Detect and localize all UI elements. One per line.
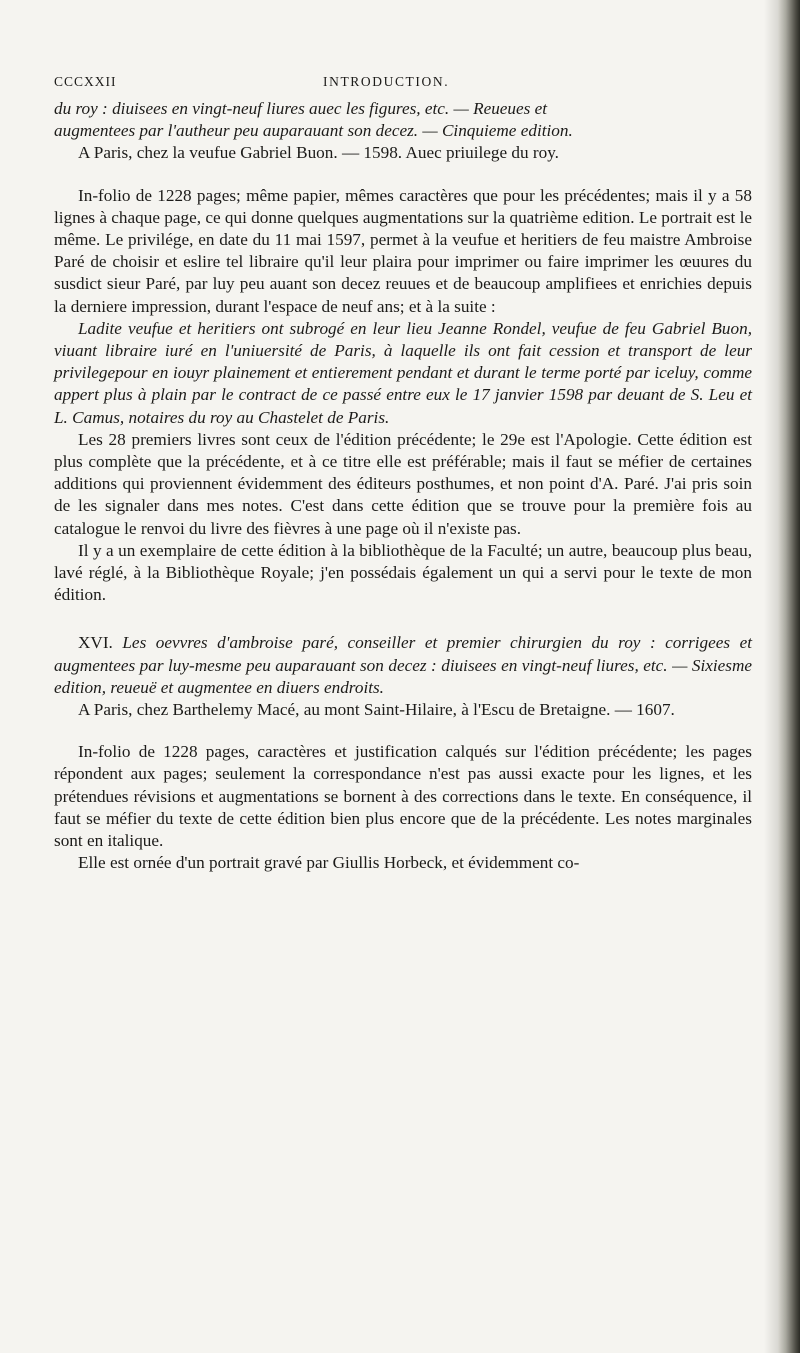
description-paragraph: In-folio de 1228 pages; même papier, mêmes caractères que pour les précédentes; mais il y a 58 lignes à chaque page, ce qui donne quelques augmentations sur la quatrième edition. Le portrait est le même. Le privilége, en date du 11 mai 1597, permet à la veufue et heritiers de feu maistre Ambroise Paré de choisir et eslire tel libraire qu'il leur plaira pour imprimer ou faire imprimer les œuures du susdict sieur Paré, par luy peu auant son decez reuues et de beaucoup amplifiees et enrichies depuis la derniere impression, durant l'espace de neuf ans; et à la suite : bbox=[54, 185, 752, 316]
page-gutter-shadow bbox=[764, 0, 778, 1353]
entry-heading bbox=[54, 632, 752, 699]
page-header bbox=[54, 74, 754, 94]
entry-title-line-1: du roy : diuisees en vingt-neuf liures auec les figures, etc. — Reueues et bbox=[54, 99, 548, 118]
description-paragraph: Les 28 premiers livres sont ceux de l'édition précédente; le 29e est l'Apologie. Cette édition est plus complète que la précédente, et à ce titre elle est préférable; mais il faut se méfier de certaines additions qui proviennent évidemment des éditeurs posthumes, et non point d'A. Paré. J'ai pris soin de les signaler dans mes notes. C'est dans cette édition que se trouve pour la première fois au catalogue le renvoi du livre des fièvres à une page où il n'existe pas. bbox=[54, 429, 752, 538]
description-paragraph: Elle est ornée d'un portrait gravé par Giullis Horbeck, et évidemment co- bbox=[78, 853, 580, 873]
page-body bbox=[54, 98, 752, 875]
description-paragraph: In-folio de 1228 pages, caractères et justification calqués sur l'édition précédente; les pages répondent aux pages; seulement la correspondance n'est pas aussi exacte pour les lignes, et les prétendues révisions et augmentations se bornent à des corrections dans le texte. En conséquence, il faut se méfier du texte de cette édition bien plus encore que de la précédente. Les notes marginales sont en italique. bbox=[54, 742, 752, 851]
entry-imprint: A Paris, chez Barthelemy Macé, au mont Saint-Hilaire, à l'Escu de Bretaigne. — 1607. bbox=[78, 700, 675, 720]
entry-title-line-2: augmentees par l'autheur peu auparauant son decez. — Cinquieme edition. bbox=[54, 121, 573, 141]
privilege-quote: Ladite veufue et heritiers ont subrogé en leur lieu Jeanne Rondel, veufue de feu Gabriel Buon, viuant libraire iuré en l'uniuersité de Paris, à laquelle ils ont fait cession et transport de leur privilegepour en iouyr plainement et entierement pendant et durant le terme porté par iceluy, comme appert plus à plain par le contract de ce passé entre eux le 17 janvier 1598 par deuant de S. Leu et L. Camus, notaires du roy au Chastelet de Paris. bbox=[54, 318, 752, 427]
entry-title: Les oevvres d'ambroise paré, conseiller et premier chirurgien du roy : corrigees et augmentees par luy-mesme peu auparauant son decez : diuisees en vingt-neuf liures, etc. — Sixiesme edition, reueuë et augmentee en diuers endroits. bbox=[54, 633, 753, 697]
entry-number: XVI. bbox=[78, 633, 113, 653]
running-title: INTRODUCTION. bbox=[323, 74, 450, 89]
description-paragraph: Il y a un exemplaire de cette édition à la bibliothèque de la Faculté; un autre, beaucoup plus beau, lavé réglé, à la Bibliothèque Royale; j'en possédais également un qui a servi pour le texte de mon édition. bbox=[54, 540, 752, 605]
entry-imprint: A Paris, chez la veufue Gabriel Buon. — 1598. Auec priuilege du roy. bbox=[78, 143, 559, 163]
page-number: CCCXXII bbox=[54, 74, 117, 89]
book-edge bbox=[778, 0, 800, 1353]
